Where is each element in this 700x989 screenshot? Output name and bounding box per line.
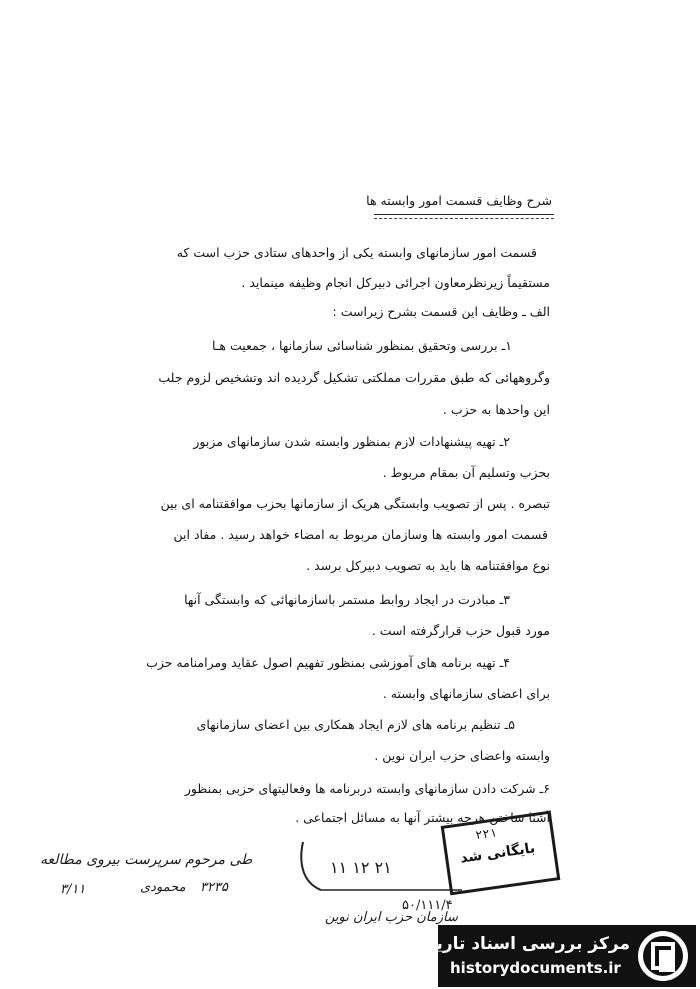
paragraph-line: ۲ـ تهیه پیشنهادات لازم بمنظور وابسته شدن سازمانهای مزبور [193, 434, 510, 449]
title-underline [374, 214, 554, 219]
archive-stamp [441, 811, 561, 896]
paragraph-line: برای اعضای سازمانهای وابسته . [382, 686, 550, 701]
paragraph-line: آشنا ساختن هرچه بیشتر آنها به مسائل اجتماعی . [295, 810, 550, 825]
stamp-label: بایگانی شد [459, 840, 537, 867]
paragraph-line: الف ـ وظایف این قسمت بشرح زیراست : [332, 304, 550, 319]
paragraph-line: ۶ـ شرکت دادن سازمانهای وابسته دربرنامه ها وفعالیتهای حزبی بمنظور [184, 781, 550, 796]
paragraph-line: وگروههائی که طبق مقررات مملکتی تشکیل گردیده اند وتشخیص لزوم جلب [158, 370, 550, 385]
paragraph-line: ۴ـ تهیه برنامه های آموزشی بمنظور تفهیم اصول عقاید ومرامنامه حزب [146, 655, 510, 670]
paragraph-line: این واحدها به حزب . [442, 402, 550, 417]
paragraph-line: وابسته واعضای حزب ایران نوین . [374, 748, 550, 763]
stamp-number: ۲۲۱ [474, 825, 498, 843]
paragraph-line: بحزب وتسلیم آن بمقام مربوط . [382, 465, 550, 480]
paragraph-line: ۵ـ تنظیم برنامه های لازم ایجاد همکاری بین اعضای سازمانهای [196, 717, 515, 732]
document-title: شرح وظایف قسمت امور وابسته ها [366, 193, 552, 208]
handwritten-note: طی مرحوم سرپرست بیروی مطالعه [40, 852, 253, 868]
paragraph-line: قسمت امور سازمانهای وابسته یکی از واحدهای ستادی حزب است که [176, 245, 537, 260]
date-stamp-digits: ۲۱ ۱۲ ۱۱ [330, 858, 392, 877]
paragraph-line: تبصره . پس از تصویب وابستگی هریک از سازمانها بحزب موافقتنامه ای بین [160, 496, 550, 511]
watermark-url: historydocuments.ir [450, 959, 621, 977]
reference-number: ۵۰/۱۱۱/۴ [402, 898, 453, 913]
paragraph-line: مورد قبول حزب قرارگرفته است . [371, 623, 550, 638]
paragraph-line: نوع موافقتنامه ها باید به تصویب دبیرکل برسد . [306, 558, 550, 573]
handwritten-date: ۳/۱۱ [60, 882, 86, 897]
handwritten-name: محمودی [140, 880, 186, 895]
paragraph-line: ۱ـ بررسی وتحقیق بمنظور شناسائی سازمانها ، جمعیت هـا [211, 338, 512, 353]
signature-line: سازمان حزب ایران نوین [325, 910, 458, 925]
handwritten-number: ۳۲۳۵ [200, 880, 228, 895]
paragraph-line: قسمت امور وابسته ها وسازمان مربوط به امضاء خواهد رسید . مفاد این [173, 527, 548, 542]
watermark-name: مرکز بررسی اسناد تاریخی [407, 934, 630, 954]
archive-logo-icon [635, 928, 691, 984]
paragraph-line: ۳ـ مبادرت در ایجاد روابط مستمر باسازمانهائی که وابستگی آنها [184, 592, 510, 607]
paragraph-line: مستقیماً زیرنظرمعاون اجرائی دبیرکل انجام وظیفه مینماید . [241, 275, 550, 290]
